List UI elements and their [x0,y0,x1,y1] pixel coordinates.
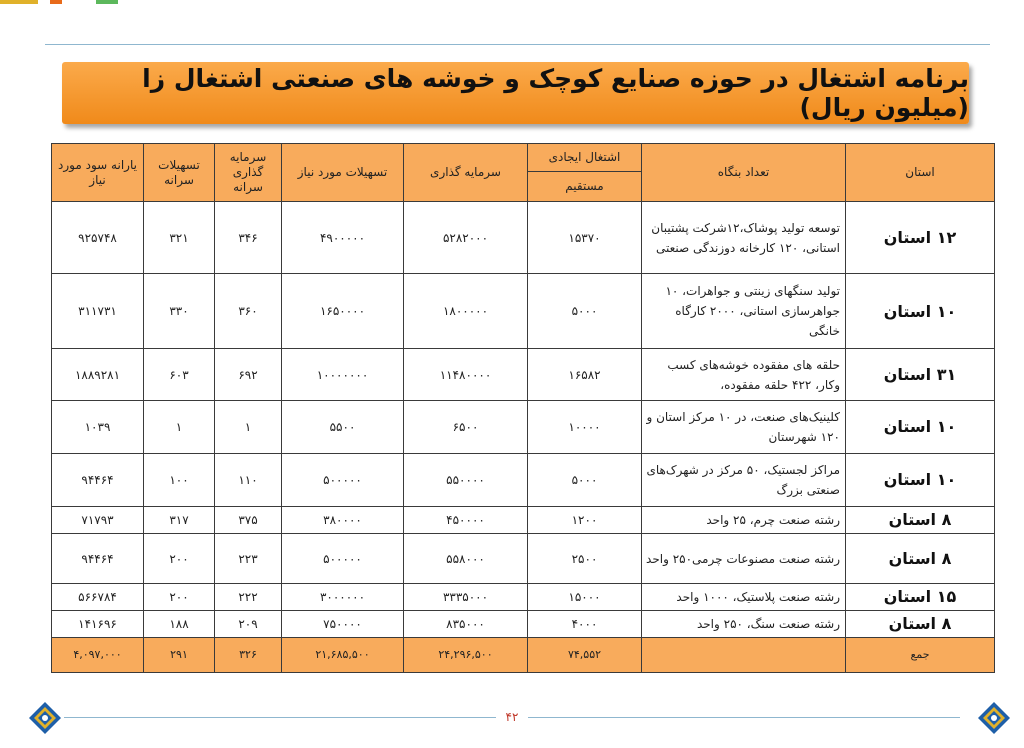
cell-subsidy: ۱۸۸۹۲۸۱ [52,348,144,400]
cell-province: ۸ استان [846,534,995,584]
cell-enterprises: توسعه تولید پوشاک،۱۲شرکت پشتیبان استانی، ۱۲۰ کارخانه دوزندگی صنعتی [642,202,846,274]
total-facilities-per-capita: ۲۹۱ [144,637,215,672]
header-jobs: اشتغال ایجادی [528,144,642,172]
cell-province: ۱۲ استان [846,202,995,274]
cell-jobs: ۴۰۰۰ [528,610,642,637]
cell-province: ۱۰ استان [846,401,995,453]
cell-subsidy: ۵۶۶۷۸۴ [52,584,144,610]
cell-facilities: ۳۸۰۰۰۰ [282,506,404,533]
cell-jobs: ۱۵۰۰۰ [528,584,642,610]
cell-facilities: ۵۰۰۰۰۰ [282,453,404,506]
cell-enterprises: تولید سنگهای زینتی و جواهرات، ۱۰ جواهرسازی استانی، ۲۰۰۰ کارگاه خانگی [642,274,846,348]
cell-investment-per-capita: ۳۴۶ [215,202,282,274]
cell-investment-per-capita: ۲۰۹ [215,610,282,637]
cell-facilities-per-capita: ۳۲۱ [144,202,215,274]
ornament-left-icon [28,701,62,735]
cell-facilities: ۱۶۵۰۰۰۰ [282,274,404,348]
cell-subsidy: ۷۱۷۹۳ [52,506,144,533]
total-investment-per-capita: ۳۲۶ [215,637,282,672]
cell-jobs: ۱۶۵۸۲ [528,348,642,400]
table-row [52,274,995,348]
cell-enterprises: رشته صنعت پلاستیک، ۱۰۰۰ واحد [642,584,846,610]
cell-facilities-per-capita: ۶۰۳ [144,348,215,400]
cell-facilities-per-capita: ۱۰۰ [144,453,215,506]
total-jobs: ۷۴,۵۵۲ [528,637,642,672]
cell-enterprises: حلقه های مفقوده خوشه‌های کسب وکار، ۴۲۲ حلقه مفقوده، [642,348,846,400]
cell-jobs: ۱۰۰۰۰ [528,401,642,453]
total-label: جمع [846,637,995,672]
total-facilities: ۲۱,۶۸۵,۵۰۰ [282,637,404,672]
cell-investment-per-capita: ۲۲۲ [215,584,282,610]
table-row [52,610,995,637]
cell-province: ۱۰ استان [846,453,995,506]
cell-enterprises: رشته صنعت سنگ، ۲۵۰ واحد [642,610,846,637]
cell-province: ۱۰ استان [846,274,995,348]
cell-subsidy: ۹۲۵۷۴۸ [52,202,144,274]
table-row [52,453,995,506]
table-row [52,534,995,584]
cell-investment: ۱۱۴۸۰۰۰۰ [404,348,528,400]
cell-investment: ۵۵۸۰۰۰ [404,534,528,584]
table-row [52,401,995,453]
header-facilities-per-capita: تسهیلات سرانه [144,144,215,202]
cell-subsidy: ۳۱۱۷۳۱ [52,274,144,348]
cell-investment-per-capita: ۳۷۵ [215,506,282,533]
employment-table [51,143,995,673]
cell-investment: ۱۸۰۰۰۰۰ [404,274,528,348]
header-facilities: تسهیلات مورد نیاز [282,144,404,202]
cell-jobs: ۵۰۰۰ [528,274,642,348]
table-row [52,202,995,274]
cell-investment-per-capita: ۶۹۲ [215,348,282,400]
cell-enterprises: مراکز لجستیک، ۵۰ مرکز در شهرک‌های صنعتی بزرگ [642,453,846,506]
cell-investment-per-capita: ۲۲۳ [215,534,282,584]
cell-facilities-per-capita: ۲۰۰ [144,534,215,584]
cell-enterprises: رشته صنعت مصنوعات چرمی۲۵۰ واحد [642,534,846,584]
header-province: استان [846,144,995,202]
table-row [52,584,995,610]
cell-investment-per-capita: ۱۱۰ [215,453,282,506]
total-subsidy: ۴,۰۹۷,۰۰۰ [52,637,144,672]
cell-investment: ۴۵۰۰۰۰ [404,506,528,533]
cell-jobs: ۲۵۰۰ [528,534,642,584]
cell-jobs: ۱۲۰۰ [528,506,642,533]
cell-province: ۸ استان [846,610,995,637]
cell-facilities: ۵۰۰۰۰۰ [282,534,404,584]
cell-enterprises: کلینیک‌های صنعت، در ۱۰ مرکز استان و ۱۲۰ شهرستان [642,401,846,453]
header-jobs-direct: مستقیم [528,172,642,202]
header-investment: سرمایه گذاری [404,144,528,202]
cell-facilities: ۵۵۰۰ [282,401,404,453]
header-investment-per-capita: سرمایه گذاری سرانه [215,144,282,202]
cell-investment-per-capita: ۱ [215,401,282,453]
page-title: برنامه اشتغال در حوزه صنایع کوچک و خوشه های صنعتی اشتغال زا (میلیون ریال) [142,64,969,122]
cell-investment: ۸۳۵۰۰۰ [404,610,528,637]
cell-facilities: ۴۹۰۰۰۰۰ [282,202,404,274]
cell-investment: ۵۵۰۰۰۰ [404,453,528,506]
top-color-strip [0,0,140,4]
title-banner [62,62,969,124]
cell-subsidy: ۱۰۳۹ [52,401,144,453]
cell-subsidy: ۱۴۱۶۹۶ [52,610,144,637]
header-subsidy: یارانه سود مورد نیاز [52,144,144,202]
total-investment: ۲۴,۲۹۶,۵۰۰ [404,637,528,672]
cell-province: ۸ استان [846,506,995,533]
cell-investment-per-capita: ۳۶۰ [215,274,282,348]
cell-investment: ۶۵۰۰ [404,401,528,453]
top-rule [45,44,990,45]
cell-subsidy: ۹۴۴۶۴ [52,453,144,506]
cell-facilities-per-capita: ۱ [144,401,215,453]
table-total-row [52,637,995,672]
cell-facilities: ۱۰۰۰۰۰۰۰ [282,348,404,400]
cell-investment: ۵۲۸۲۰۰۰ [404,202,528,274]
cell-facilities: ۷۵۰۰۰۰ [282,610,404,637]
cell-facilities-per-capita: ۳۱۷ [144,506,215,533]
cell-facilities-per-capita: ۳۳۰ [144,274,215,348]
table-row [52,348,995,400]
cell-jobs: ۱۵۳۷۰ [528,202,642,274]
cell-facilities-per-capita: ۲۰۰ [144,584,215,610]
table-row [52,506,995,533]
cell-facilities: ۳۰۰۰۰۰۰ [282,584,404,610]
cell-province: ۳۱ استان [846,348,995,400]
cell-enterprises: رشته صنعت چرم، ۲۵ واحد [642,506,846,533]
page-number: ۴۲ [496,710,528,724]
cell-province: ۱۵ استان [846,584,995,610]
cell-jobs: ۵۰۰۰ [528,453,642,506]
cell-investment: ۳۳۳۵۰۰۰ [404,584,528,610]
header-enterprises: تعداد بنگاه [642,144,846,202]
cell-subsidy: ۹۴۴۶۴ [52,534,144,584]
ornament-right-icon [977,701,1011,735]
total-enterprises [642,637,846,672]
cell-facilities-per-capita: ۱۸۸ [144,610,215,637]
